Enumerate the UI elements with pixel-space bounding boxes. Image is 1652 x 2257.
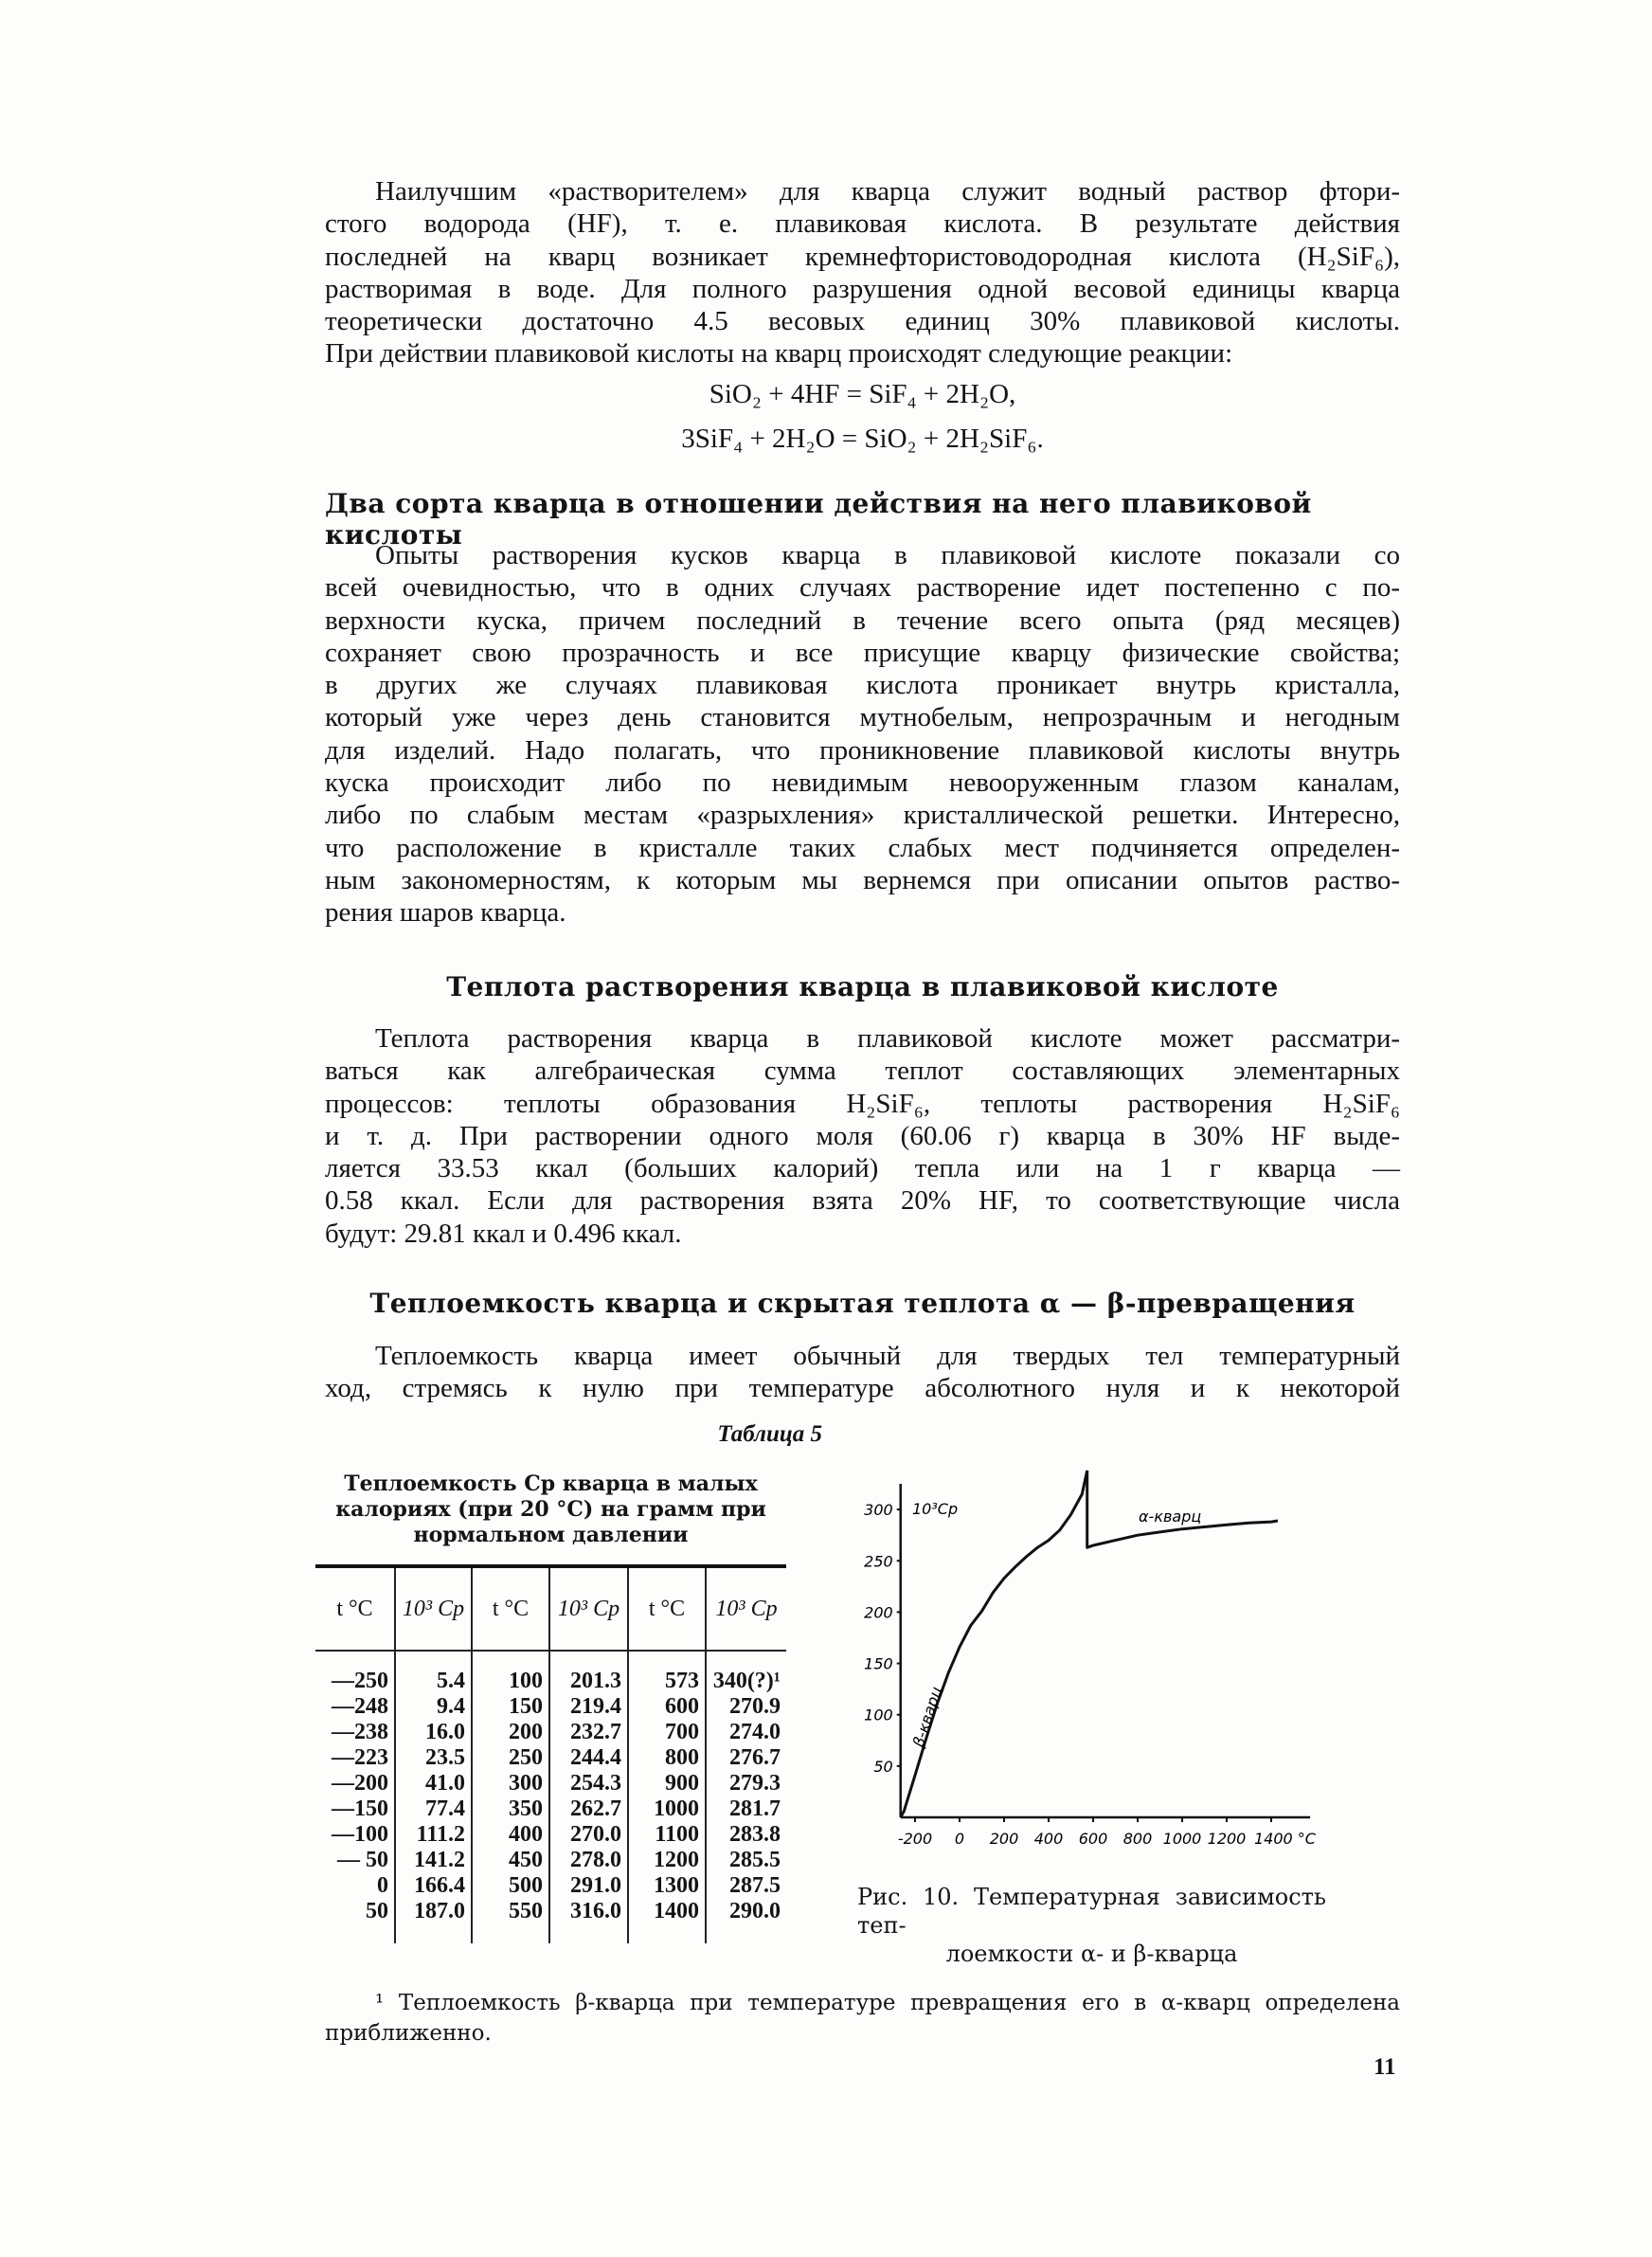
- cell-temperature: 250: [472, 1745, 549, 1771]
- header-temperature: t °C: [628, 1566, 706, 1651]
- x-tick-label: 1400 °C: [1254, 1830, 1316, 1848]
- footnote-line: ¹ Теплоемкость β-кварца при температуре превращения его в α-кварц определена: [375, 1991, 1400, 2015]
- table-row: [315, 1745, 786, 1771]
- cell-cp: 23.5: [395, 1745, 472, 1771]
- text-line: Теплоемкость кварца имеет обычный для твердых тел температурный: [375, 1341, 1400, 1371]
- cell-temperature: 800: [628, 1745, 706, 1771]
- cell-cp: 77.4: [395, 1797, 472, 1822]
- table-title: Таблица 5: [717, 1421, 822, 1447]
- cell-cp: 291.0: [549, 1873, 628, 1899]
- cell-temperature: 573: [628, 1651, 706, 1694]
- equation-1: SiO₂ + 4HF = SiF₄ + 2H₂O,: [709, 379, 1016, 409]
- text-line: Опыты растворения кусков кварца в плавиковой кислоте показали со: [375, 540, 1400, 570]
- paragraph-heat-capacity: [325, 1340, 1400, 1405]
- header-temperature: t °C: [472, 1566, 549, 1651]
- cell-cp: 316.0: [549, 1899, 628, 1943]
- figure-caption-line: лоемкости α- и β-кварца: [945, 1941, 1238, 1967]
- cell-temperature: 500: [472, 1873, 549, 1899]
- x-tick-label: 200: [989, 1830, 1019, 1848]
- text-line: либо по слабым местам «разрыхления» кристаллической решетки. Интересно,: [325, 800, 1400, 831]
- cell-cp: 187.0: [395, 1899, 472, 1943]
- text-line: будут: 29.81 ккал и 0.496 ккал.: [325, 1218, 682, 1249]
- cell-cp: 274.0: [706, 1720, 786, 1745]
- x-tick-label: 1000: [1162, 1830, 1202, 1848]
- text-line: который уже через день становится мутнобелым, непрозрачным и негодным: [325, 702, 1400, 733]
- text-line: Теплота растворения кварца в плавиковой кислоте может рассматри-: [375, 1023, 1400, 1054]
- cell-cp: 16.0: [395, 1720, 472, 1745]
- cell-cp: 287.5: [706, 1873, 786, 1899]
- series-line-beta: [901, 1471, 1087, 1817]
- text-line: верхности куска, причем последний в течение всего опыта (ряд месяцев): [325, 605, 1400, 636]
- cell-temperature: 450: [472, 1848, 549, 1873]
- footnote: [325, 1988, 1400, 2049]
- paragraph-hf-solvent: [325, 175, 1400, 370]
- table-row: [315, 1720, 786, 1745]
- x-tick-label: 600: [1078, 1830, 1108, 1848]
- y-tick-label: 100: [864, 1706, 893, 1724]
- cell-cp: 276.7: [706, 1745, 786, 1771]
- section-heading-heat-of-solution: Теплота растворения кварца в плавиковой кислоте: [446, 971, 1279, 1002]
- cell-cp: 141.2: [395, 1848, 472, 1873]
- text-line: в других же случаях плавиковая кислота проникает внутрь кристалла,: [325, 670, 1400, 701]
- text-line: для изделий. Надо полагать, что проникновение плавиковой кислоты внутрь: [325, 734, 1400, 766]
- text-line: всей очевидностью, что в одних случаях растворение идет постепенно с по-: [325, 572, 1400, 604]
- cell-cp: 41.0: [395, 1771, 472, 1797]
- cell-cp: 278.0: [549, 1848, 628, 1873]
- cell-temperature: 550: [472, 1899, 549, 1943]
- cell-temperature: 1200: [628, 1848, 706, 1873]
- table-row: [315, 1899, 786, 1943]
- cell-cp: 270.0: [549, 1822, 628, 1848]
- cell-cp: 262.7: [549, 1797, 628, 1822]
- cell-temperature: 700: [628, 1720, 706, 1745]
- table-row: [315, 1873, 786, 1899]
- cell-temperature: 150: [472, 1694, 549, 1720]
- cell-cp: 5.4: [395, 1651, 472, 1694]
- cell-cp: 219.4: [549, 1694, 628, 1720]
- cell-cp: 285.5: [706, 1848, 786, 1873]
- cell-temperature: 1400: [628, 1899, 706, 1943]
- text-line: что расположение в кристалле таких слабых мест подчиняется определен-: [325, 832, 1400, 863]
- cell-temperature: —250: [332, 1669, 388, 1693]
- cell-cp: 111.2: [395, 1822, 472, 1848]
- cell-cp: 244.4: [549, 1745, 628, 1771]
- text-line: ным закономерностям, к которым мы вернемся при описании опытов раство-: [325, 864, 1400, 895]
- cell-temperature: —223: [332, 1745, 388, 1770]
- table-row: [315, 1771, 786, 1797]
- text-line: процессов: теплоты образования H₂SiF₆, теплоты растворения H₂SiF₆: [325, 1088, 1400, 1119]
- text-line: и т. д. При растворении одного моля (60.06 г) кварца в 30% HF выде-: [325, 1120, 1400, 1151]
- figure-caption-line: Рис. 10. Температурная зависимость теп-: [857, 1884, 1326, 1939]
- cell-temperature: 1300: [628, 1873, 706, 1899]
- paragraph-heat-of-solution: [325, 1022, 1400, 1250]
- cell-temperature: —238: [332, 1720, 388, 1744]
- y-tick-label: 200: [864, 1603, 893, 1622]
- cell-cp: 166.4: [395, 1873, 472, 1899]
- table-row: [315, 1651, 786, 1694]
- cell-temperature: 1000: [628, 1797, 706, 1822]
- x-tick-label: 400: [1033, 1830, 1064, 1848]
- cell-cp: 201.3: [549, 1651, 628, 1694]
- cell-temperature: 600: [628, 1694, 706, 1720]
- text-line: рения шаров кварца.: [325, 897, 566, 929]
- table-caption: Теплоемкость Cp кварца в малых калориях (при 20 °C) на грамм при нормальном давлении: [335, 1472, 766, 1547]
- cell-temperature: 400: [472, 1822, 549, 1848]
- heat-capacity-chart: [853, 1450, 1421, 1857]
- y-tick-label: 250: [864, 1552, 893, 1571]
- page-number: 11: [1374, 2054, 1396, 2080]
- cell-temperature: 0: [377, 1873, 388, 1898]
- cell-temperature: 50: [366, 1899, 388, 1923]
- text-line: При действии плавиковой кислоты на кварц происходят следующие реакции:: [325, 338, 1233, 370]
- text-line: Наилучшим «растворителем» для кварца служит водный раствор фтори-: [375, 176, 1400, 207]
- figure-caption: [857, 1883, 1326, 1968]
- cell-cp: 340(?)¹: [706, 1651, 786, 1694]
- y-tick-label: 150: [864, 1654, 893, 1673]
- cell-temperature: —100: [332, 1822, 388, 1847]
- text-line: 0.58 ккал. Если для растворения взята 20% HF, то соответствующие числа: [325, 1185, 1400, 1217]
- table-row: [315, 1822, 786, 1848]
- text-line: последней на кварц возникает кремнефтористоводородная кислота (H₂SiF₆),: [325, 241, 1400, 272]
- text-line: растворимая в воде. Для полного разрушения одной весовой единицы кварца: [325, 273, 1400, 304]
- x-tick-label: 1200: [1207, 1830, 1247, 1848]
- y-axis-label: 10³Cp: [912, 1500, 959, 1518]
- cell-cp: 270.9: [706, 1694, 786, 1720]
- y-tick-label: 50: [873, 1757, 893, 1776]
- text-line: стого водорода (HF), т. е. плавиковая кислота. В результате действия: [325, 208, 1400, 240]
- equation-2: 3SiF₄ + 2H₂O = SiO₂ + 2H₂SiF₆.: [681, 424, 1044, 454]
- header-cp: 10³ Cp: [395, 1566, 472, 1651]
- cell-temperature: 350: [472, 1797, 549, 1822]
- text-line: теоретически достаточно 4.5 весовых единиц 30% плавиковой кислоты.: [325, 306, 1400, 337]
- table-row: [315, 1848, 786, 1873]
- cell-temperature: —150: [332, 1797, 388, 1821]
- heat-capacity-table: [315, 1564, 786, 1943]
- x-tick-label: 0: [954, 1830, 965, 1848]
- cell-temperature: 900: [628, 1771, 706, 1797]
- cell-cp: 290.0: [706, 1899, 786, 1943]
- cell-cp: 254.3: [549, 1771, 628, 1797]
- cell-cp: 232.7: [549, 1720, 628, 1745]
- cell-cp: 283.8: [706, 1822, 786, 1848]
- table-row: [315, 1797, 786, 1822]
- cell-cp: 279.3: [706, 1771, 786, 1797]
- section-heading-heat-capacity: Теплоемкость кварца и скрытая теплота α — β-превращения: [369, 1288, 1356, 1319]
- section-heading-two-sorts: Два сорта кварца в отношении действия на него плавиковой кислоты: [325, 488, 1312, 551]
- x-tick-label: 800: [1122, 1830, 1153, 1848]
- text-line: ляется 33.53 ккал (больших калорий) тепла или на 1 г кварца —: [325, 1153, 1400, 1184]
- series-label-beta: β-кварц: [908, 1684, 946, 1750]
- cell-temperature: 1100: [628, 1822, 706, 1848]
- cell-temperature: 300: [472, 1771, 549, 1797]
- header-temperature: t °C: [315, 1566, 395, 1651]
- text-line: ваться как алгебраическая сумма теплот составляющих элементарных: [325, 1056, 1400, 1087]
- text-line: ход, стремясь к нулю при температуре абсолютного нуля и к некоторой: [325, 1373, 1400, 1404]
- y-tick-label: 300: [864, 1501, 893, 1520]
- text-line: сохраняет свою прозрачность и все присущие кварцу физические свойства;: [325, 637, 1400, 668]
- x-tick-label: -200: [897, 1830, 933, 1848]
- series-label-alpha: α-кварц: [1139, 1508, 1202, 1526]
- header-cp: 10³ Cp: [706, 1566, 786, 1651]
- table-header-row: [315, 1566, 786, 1651]
- cell-temperature: 200: [472, 1720, 549, 1745]
- cell-cp: 9.4: [395, 1694, 472, 1720]
- table-row: [315, 1694, 786, 1720]
- footnote-line: приближенно.: [325, 2021, 492, 2046]
- cell-temperature: — 50: [337, 1848, 388, 1872]
- header-cp: 10³ Cp: [549, 1566, 628, 1651]
- text-line: куска происходит либо по невидимым невооруженным глазом каналам,: [325, 767, 1400, 799]
- cell-cp: 281.7: [706, 1797, 786, 1822]
- cell-temperature: —200: [332, 1771, 388, 1796]
- cell-temperature: 100: [472, 1651, 549, 1694]
- paragraph-two-sorts: [325, 539, 1400, 930]
- cell-temperature: —248: [332, 1694, 388, 1719]
